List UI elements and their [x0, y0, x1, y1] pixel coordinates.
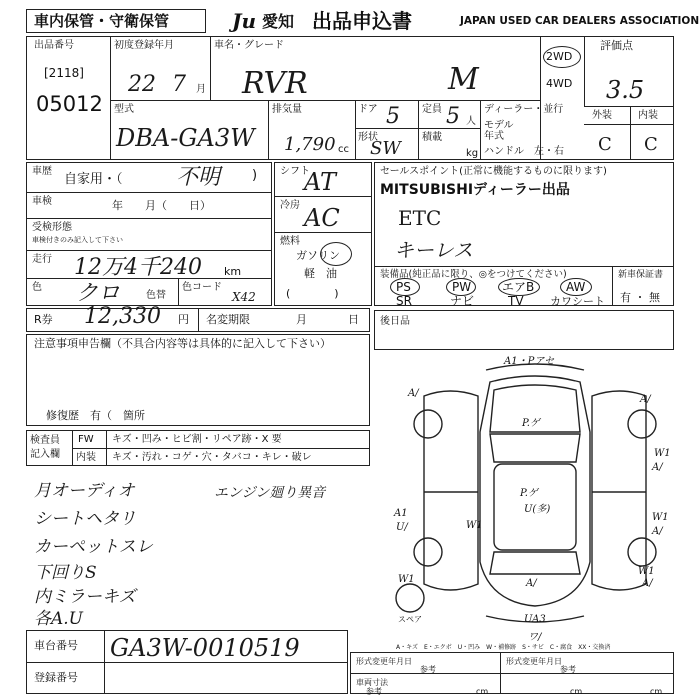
damage-legend: A・キズ E・エクボ U・凹み W・補修跡 S・サビ C・腐食 XX・交換済 — [396, 644, 611, 651]
repair-history-label: 修復歴 有（ 箇所 — [46, 409, 145, 422]
interior-value: C — [644, 134, 658, 155]
form-change-ref-2: 参考 — [560, 665, 576, 674]
shape-label: 形状 — [358, 132, 378, 143]
recycle-value: 12,330 — [84, 304, 161, 329]
form-change-ref: 参考 — [420, 665, 436, 674]
int-label: 内装 — [76, 452, 96, 463]
grade-value: M — [448, 62, 479, 97]
load-label: 積載 — [422, 132, 442, 143]
equip-sr: SR — [396, 294, 412, 308]
doors-value: 5 — [386, 104, 400, 129]
yen-unit: 円 — [178, 313, 189, 326]
receive-label: 受検形態 — [32, 222, 72, 233]
equip-ps: PS — [396, 280, 411, 294]
mark-right-3: W1 — [652, 512, 669, 523]
cooler-label: 冷房 — [280, 200, 300, 211]
mark-roof-1: P.ゲ — [520, 488, 538, 499]
rear-right-wheel — [628, 538, 656, 566]
equipment-label: 装備品(純正品に限り、◎をつけてください) — [380, 269, 567, 280]
shaken-ymd: 年 月（ 日） — [112, 199, 211, 212]
int-items: キズ・汚れ・コゲ・穴・タバコ・キレ・破レ — [112, 452, 312, 463]
interior-label: 内装 — [638, 110, 658, 121]
color-swap-label: 色替 — [146, 290, 166, 301]
note-right: エンジン廻り異音 — [214, 485, 326, 501]
history-value: 不明 — [176, 165, 221, 190]
form-change-label-2: 形式変更年月日 — [506, 657, 562, 666]
drive-4wd: 4WD — [546, 77, 573, 90]
car-left-side — [424, 391, 478, 590]
reg-no-label: 登録番号 — [34, 671, 78, 684]
lot-no-value: 05012 — [36, 92, 103, 116]
history-options: 自家用・（ — [64, 172, 123, 187]
month-suffix: 月 — [196, 84, 206, 95]
color-code-value: X42 — [232, 290, 256, 304]
equip-power-seat: カワシート — [550, 295, 605, 308]
front-right-wheel — [628, 410, 656, 438]
later-goods-box — [374, 310, 674, 350]
history-close: ) — [252, 168, 258, 183]
aw-circle — [560, 278, 592, 296]
mark-rear: A/ — [526, 578, 537, 589]
car-name-value: RVR — [242, 66, 308, 101]
mark-right-1: W1 — [654, 448, 671, 459]
body-size-label: 車両寸法 — [356, 678, 388, 687]
note-line-4: 下回りS — [34, 563, 97, 583]
notes-label: 注意事項申告欄（不具合内容等は具体的に記入して下さい） — [34, 337, 331, 350]
km-unit: km — [224, 265, 242, 278]
mark-hood: P.ゲ — [522, 418, 540, 429]
shape-value: SW — [370, 138, 401, 159]
mark-left-1: A1 — [394, 508, 408, 519]
lot-prefix: [2118] — [44, 66, 84, 80]
sales-title: MITSUBISHIディーラー出品 — [380, 182, 570, 198]
first-reg-label: 初度登録年月 — [114, 40, 174, 51]
body-size-ref: 参考 — [366, 687, 382, 696]
kg-unit: kg — [466, 148, 479, 159]
chassis-no-value: GA3W-0010519 — [110, 634, 300, 662]
fuel-option-gasoline: ガソリン — [296, 249, 340, 262]
note-line-2: シートヘタリ — [34, 509, 136, 529]
dealer-label: ディーラー・並行 — [484, 104, 564, 115]
mark-left-2: U/ — [396, 522, 408, 533]
history-block — [26, 162, 272, 306]
doors-label: ドア — [358, 104, 378, 115]
note-line-6: 各A.U — [34, 609, 84, 629]
cm-unit-1: cm — [476, 687, 489, 696]
grade-points-value: 3.5 — [606, 76, 645, 104]
handle-label: ハンドル 左・右 — [484, 146, 564, 157]
inspector-label: 検査員 記入欄 — [30, 435, 60, 460]
drive-2wd: 2WD — [546, 50, 573, 63]
model-value: DBA-GA3W — [116, 124, 255, 152]
mark-top: A1・Pアセ — [504, 356, 555, 367]
exterior-label: 外装 — [592, 110, 612, 121]
cc-unit: cc — [338, 144, 349, 155]
airbag-circle — [498, 278, 540, 296]
capacity-value: 5 — [446, 104, 460, 129]
sales-etc: ETC — [398, 206, 442, 230]
name-change-day: 日 — [348, 313, 359, 326]
first-reg-month: 7 — [172, 72, 186, 97]
color-label: 色 — [32, 282, 42, 293]
front-left-wheel — [414, 410, 442, 438]
receive-sub: 車検付きのみ記入して下さい — [32, 236, 123, 244]
mileage-value: 12万4千240 — [74, 255, 202, 280]
fw-label: FW — [78, 434, 94, 445]
new-warranty-label: 新車保証書 — [618, 270, 664, 280]
mark-bottom: UA3 — [524, 614, 546, 625]
shift-label: シフト — [280, 166, 310, 177]
fuel-paren: ( ) — [286, 287, 339, 300]
car-windshield — [490, 434, 580, 462]
spare-label: スペア — [398, 615, 422, 624]
sales-points-label: セールスポイント(正常に機能するものに限ります) — [380, 166, 607, 177]
shift-value: AT — [304, 168, 337, 196]
association-name: JAPAN USED CAR DEALERS ASSOCIATION — [460, 15, 700, 27]
mark-roof-2: U(多) — [524, 504, 551, 515]
warranty-options: 有 ・ 無 — [620, 291, 660, 304]
lot-no-label: 出品番号 — [34, 40, 74, 51]
pw-circle — [446, 278, 476, 296]
grade-points-label: 評価点 — [600, 39, 633, 52]
mark-front-right: A/ — [640, 394, 651, 405]
recycle-label: R券 — [34, 313, 53, 326]
mark-right-4: A/ — [652, 526, 663, 537]
model-year-label: モデル 年式 — [484, 120, 514, 142]
name-change-month: 月 — [296, 313, 307, 326]
equip-navi: ナビ — [450, 294, 475, 308]
shaken-label: 車検 — [32, 196, 52, 207]
mark-bottom-2: ワ/ — [528, 632, 542, 643]
fuel-option-diesel: 軽 油 — [304, 267, 337, 280]
capacity-label: 定員 — [422, 104, 442, 115]
mark-front-left: A/ — [408, 388, 419, 399]
spare-tire — [396, 584, 424, 612]
car-name-label: 車名・グレード — [214, 40, 284, 51]
form-title: 出品申込書 — [312, 9, 412, 33]
form-change-label: 形式変更年月日 — [356, 657, 412, 666]
rear-left-wheel — [414, 538, 442, 566]
note-line-3: カーペットスレ — [34, 537, 153, 557]
ju-logo: Ju — [232, 9, 257, 33]
history-label: 車歴 — [32, 166, 52, 177]
fuel-label: 燃料 — [280, 236, 300, 247]
mark-right-2: A/ — [652, 462, 663, 473]
gasoline-circle — [320, 242, 352, 266]
model-label: 型式 — [114, 104, 134, 115]
equip-airbag: エアB — [502, 280, 535, 294]
displacement-value: 1,790 — [284, 134, 336, 155]
mark-rear-left: W1 — [398, 574, 415, 585]
name-change-label: 名変期限 — [206, 313, 250, 326]
displacement-label: 排気量 — [272, 104, 302, 115]
exterior-value: C — [598, 134, 612, 155]
fw-items: キズ・凹み・ヒビ割・リペア跡・X 要 — [112, 434, 282, 445]
car-rear-glass — [490, 552, 580, 574]
mileage-label: 走行 — [32, 254, 52, 265]
ps-circle — [390, 278, 420, 296]
org-name: 愛知 — [262, 12, 295, 31]
note-line-5: 内ミラーキズ — [34, 587, 136, 607]
mark-rear-right: W1 — [638, 566, 655, 577]
cm-unit-2: cm — [570, 687, 583, 696]
color-code-label: 色コード — [182, 282, 222, 293]
capacity-unit: 人 — [466, 116, 476, 127]
cm-unit-3: cm — [650, 687, 663, 696]
equip-aw: AW — [566, 280, 586, 294]
mark-rear-right-2: A/ — [642, 578, 653, 589]
cooler-value: AC — [304, 204, 340, 232]
equip-pw: PW — [452, 280, 472, 294]
storage-label: 車内保管・守衛保管 — [34, 12, 170, 30]
mark-left-3: W1 — [466, 520, 483, 531]
color-value: クロ — [76, 281, 121, 306]
chassis-no-label: 車台番号 — [34, 639, 78, 652]
sales-keyless: キーレス — [394, 238, 473, 262]
first-reg-year: 22 — [128, 72, 156, 97]
note-line-1: 月オーディオ — [34, 481, 135, 501]
equip-tv: TV — [508, 294, 524, 308]
car-right-side — [592, 391, 646, 590]
later-goods-label: 後日品 — [380, 316, 410, 327]
